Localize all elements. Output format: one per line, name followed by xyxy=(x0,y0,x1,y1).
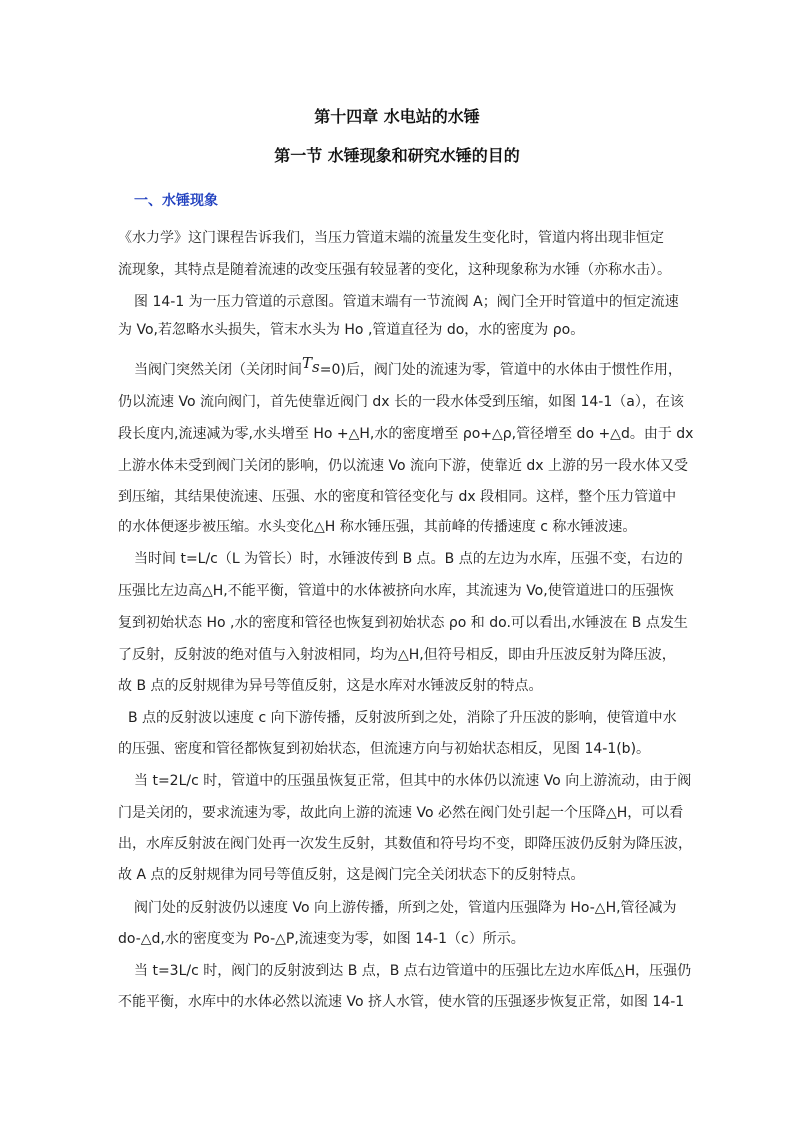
paragraph-line: 阀门处的反射波仍以速度 Vo 向上游传播，所到之处，管道内压强降为 Ho-△H,管径减为 xyxy=(134,900,677,916)
paragraph-line: 当 t=2L/c 时，管道中的压强虽恢复正常，但其中的水体仍以流速 Vo 向上游流动，由于阀 xyxy=(134,773,692,789)
paragraph-line: 门是关闭的，要求流速为零，故此向上游的流速 Vo 必然在阀门处引起一个压降△H，可以看 xyxy=(118,805,684,821)
paragraph-line-start: 当阀门突然关闭（关闭时间 xyxy=(134,362,302,378)
paragraph-line: 《水力学》这门课程告诉我们，当压力管道末端的流量发生变化时，管道内将出现非恒定 xyxy=(118,230,664,246)
paragraph-line: 出，水库反射波在阀门处再一次发生反射，其数值和符号均不变，即降压波仍反射为降压波， xyxy=(118,836,692,852)
paragraph-line: 的水体便逐步被压缩。水头变化△H 称水锤压强，其前峰的传播速度 c 称水锤波速。 xyxy=(118,519,637,535)
paragraph-line: 不能平衡，水库中的水体必然以流速 Vo 挤人水管，使水管的压强逐步恢复正常，如图 14-1 xyxy=(118,994,685,1010)
paragraph-line: 压强比左边高△H,不能平衡，管道中的水体被挤向水库，其流速为 Vo,使管道进口的压强恢 xyxy=(118,583,674,599)
closure-time-symbol: $T_s$ xyxy=(302,354,320,376)
paragraph-line: 为 Vo,若忽略水头损失，管末水头为 Ho ,管道直径为 do，水的密度为 ρo。 xyxy=(118,322,585,338)
subheading: 一、水锤现象 xyxy=(134,193,218,209)
paragraph-line: 复到初始状态 Ho ,水的密度和管径也恢复到初始状态 ρo 和 do.可以看出,水锤波在 B 点发生 xyxy=(118,615,688,631)
paragraph-line: 当 t=3L/c 时，阀门的反射波到达 B 点，B 点右边管道中的压强比左边水库低△H，压强仍 xyxy=(134,963,692,979)
chapter-title: 第十四章 水电站的水锤 xyxy=(314,107,480,126)
paragraph-line: 图 14-1 为一压力管道的示意图。管道末端有一节流阀 A；阀门全开时管道中的恒定流速 xyxy=(134,294,679,310)
paragraph-line-with-symbol xyxy=(134,354,682,383)
paragraph-line-end: =0)后，阀门处的流速为零，管道中的水体由于惯性作用， xyxy=(319,362,682,378)
paragraph-line: 仍以流速 Vo 流向阀门，首先使靠近阀门 dx 长的一段水体受到压缩，如图 14-1（a），在该 xyxy=(118,394,684,410)
section-title: 第一节 水锤现象和研究水锤的目的 xyxy=(274,146,520,165)
paragraph-line: 的压强、密度和管径都恢复到初始状态，但流速方向与初始状态相反，见图 14-1(b)。 xyxy=(118,741,651,757)
paragraph-line: 段长度内,流速减为零,水头增至 Ho +△H,水的密度增至 ρo+△ρ,管径增至 do +△d。由于 dx xyxy=(118,426,694,442)
paragraph-line: 了反射，反射波的绝对值与入射波相同，均为△H,但符号相反，即由升压波反射为降压波， xyxy=(118,647,676,663)
paragraph-line: 故 A 点的反射规律为同号等值反射，这是阀门完全关闭状态下的反射特点。 xyxy=(118,867,585,883)
paragraph-line: 上游水体未受到阀门关闭的影响，仍以流速 Vo 流向下游，使靠近 dx 上游的另一段水体又受 xyxy=(118,458,689,474)
paragraph-line: 流现象，其特点是随着流速的改变压强有较显著的变化，这种现象称为水锤（亦称水击）。 xyxy=(118,262,671,278)
paragraph-line: do-△d,水的密度变为 Po-△P,流速变为零，如图 14-1（c）所示。 xyxy=(118,931,525,947)
paragraph-line: 到压缩，其结果使流速、压强、水的密度和管径变化与 dx 段相同。这样，整个压力管道中 xyxy=(118,489,677,505)
paragraph-line: 故 B 点的反射规律为异号等值反射，这是水库对水锤波反射的特点。 xyxy=(118,678,543,694)
paragraph-line: 当时间 t=L/c（L 为管长）时，水锤波传到 B 点。B 点的左边为水库，压强不变，右边的 xyxy=(134,551,683,567)
paragraph-line: B 点的反射波以速度 c 向下游传播，反射波所到之处，消除了升压波的影响，使管道中水 xyxy=(128,710,677,726)
